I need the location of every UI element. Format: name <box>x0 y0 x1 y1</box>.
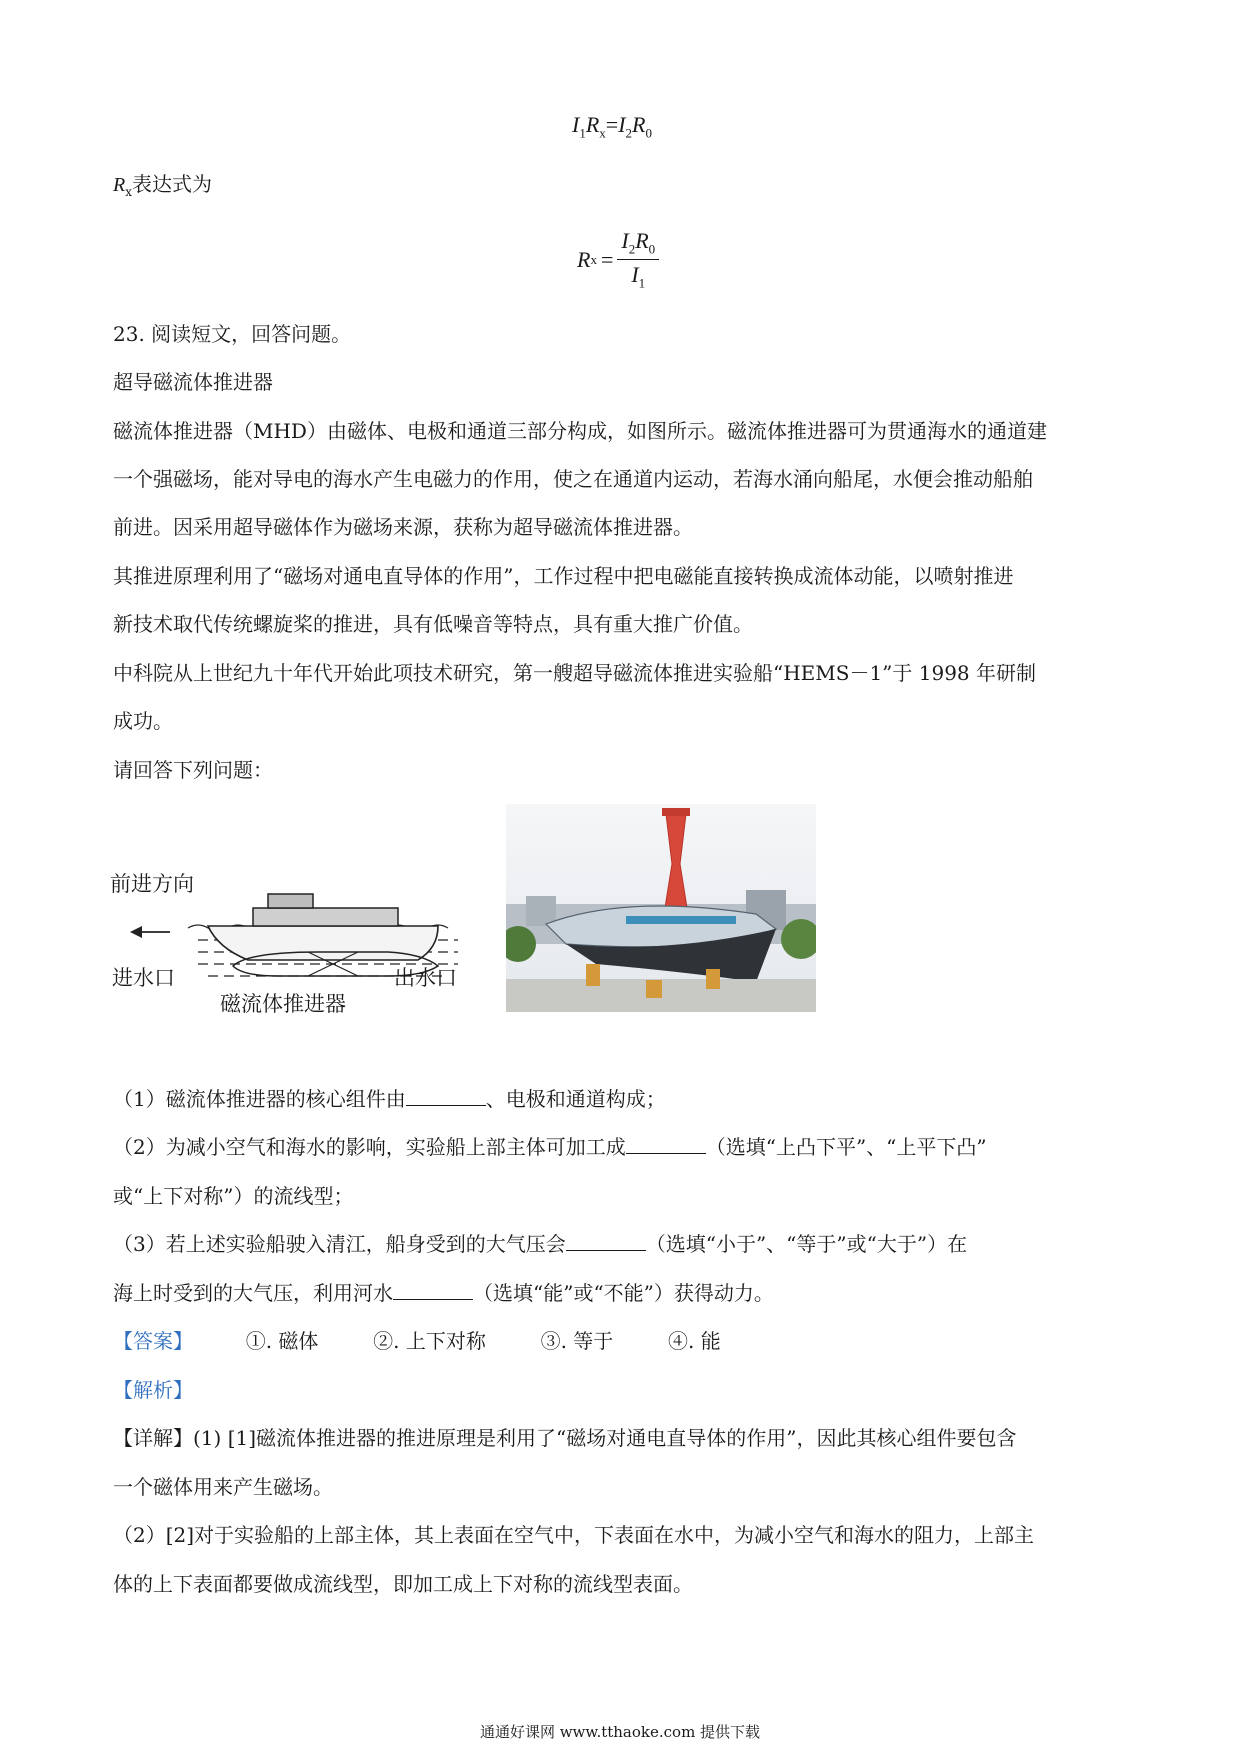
analysis-label: 【解析】 <box>113 1378 193 1402</box>
paragraph-line: 一个强磁场，能对导电的海水产生电磁力的作用，使之在通道内运动，若海水涌向船尾，水便会推动船舶 <box>113 467 1033 491</box>
answer-item: ①. 磁体 <box>245 1329 319 1353</box>
question-2: （2）为减小空气和海水的影响，实验船上部主体可加工成 （选填“上凸下平”、“上平下凸” <box>113 1135 987 1159</box>
detail-line: 【详解】(1) [1]磁流体推进器的推进原理是利用了“磁场对通电直导体的作用”，因此其核心组件要包含 <box>113 1426 1017 1450</box>
paragraph-line: 中科院从上世纪九十年代开始此项技术研究，第一艘超导磁流体推进实验船“HEMS－1”于 1998 年研制 <box>113 661 1037 685</box>
prompt-line: 请回答下列问题： <box>113 758 273 782</box>
detail-label: 【详解】 <box>113 1426 193 1450</box>
answer-item: ④. 能 <box>668 1329 721 1353</box>
footer-source: 通通好课网 www.tthaoke.com 提供下载 <box>479 1723 761 1741</box>
detail-line: 体的上下表面都要做成流线型，即加工成上下对称的流线型表面。 <box>113 1572 693 1596</box>
answer-line <box>113 1327 721 1355</box>
article-title: 超导磁流体推进器 <box>113 370 273 394</box>
question-1: （1）磁流体推进器的核心组件由 、电极和通道构成； <box>113 1087 666 1111</box>
mhd-ship-diagram <box>110 868 478 1018</box>
rx-expression-intro: $R_x$表达式为 <box>113 172 212 199</box>
question-2-cont: 或“上下对称”）的流线型； <box>113 1184 354 1208</box>
fraction: $\frac{I_2R_0}{I_1}$ <box>617 228 659 292</box>
answer-blank[interactable] <box>393 1279 473 1300</box>
question-3-cont: 海上时受到的大气压，利用河水 （选填“能”或“不能”）获得动力。 <box>113 1281 774 1305</box>
equation-current-ratio: $I_1R_x=I_2R_0$ <box>572 112 652 141</box>
paragraph-line: 前进。因采用超导磁体作为磁场来源，获称为超导磁流体推进器。 <box>113 515 693 539</box>
answer-label: 【答案】 <box>113 1329 193 1353</box>
outlet-label: 出水口 <box>394 966 457 990</box>
paragraph-line: 磁流体推进器（MHD）由磁体、电极和通道三部分构成，如图所示。磁流体推进器可为贯通海水的通道建 <box>113 419 1047 443</box>
answer-blank[interactable] <box>406 1085 486 1106</box>
paragraph-line: 新技术取代传统螺旋桨的推进，具有低噪音等特点，具有重大推广价值。 <box>113 612 753 636</box>
answer-item: ②. 上下对称 <box>373 1329 486 1353</box>
question-heading: 23. 阅读短文，回答问题。 <box>113 322 352 346</box>
detail-line: 一个磁体用来产生磁场。 <box>113 1475 333 1499</box>
ship-photo-svg <box>506 804 816 1012</box>
answer-item: ③. 等于 <box>540 1329 614 1353</box>
inlet-label: 进水口 <box>112 966 175 990</box>
paragraph-line: 其推进原理利用了“磁场对通电直导体的作用”，工作过程中把电磁能直接转换成流体动能，以喷射推进 <box>113 564 1014 588</box>
direction-label: 前进方向 <box>110 872 194 896</box>
answer-blank[interactable] <box>626 1133 706 1154</box>
thruster-label: 磁流体推进器 <box>220 992 346 1016</box>
detail-line: （2）[2]对于实验船的上部主体，其上表面在空气中，下表面在水中，为减小空气和海水的阻力，上部主 <box>113 1523 1035 1547</box>
question-3: （3）若上述实验船驶入清江，船身受到的大气压会 （选填“小于”、“等于”或“大于”）在 <box>113 1232 968 1256</box>
answer-blank[interactable] <box>566 1230 646 1251</box>
paragraph-line: 成功。 <box>113 709 173 733</box>
experimental-ship-photo <box>506 804 816 1012</box>
equation-rx-formula: R x = $\frac{I_2R_0}{I_1}$ <box>577 228 659 292</box>
